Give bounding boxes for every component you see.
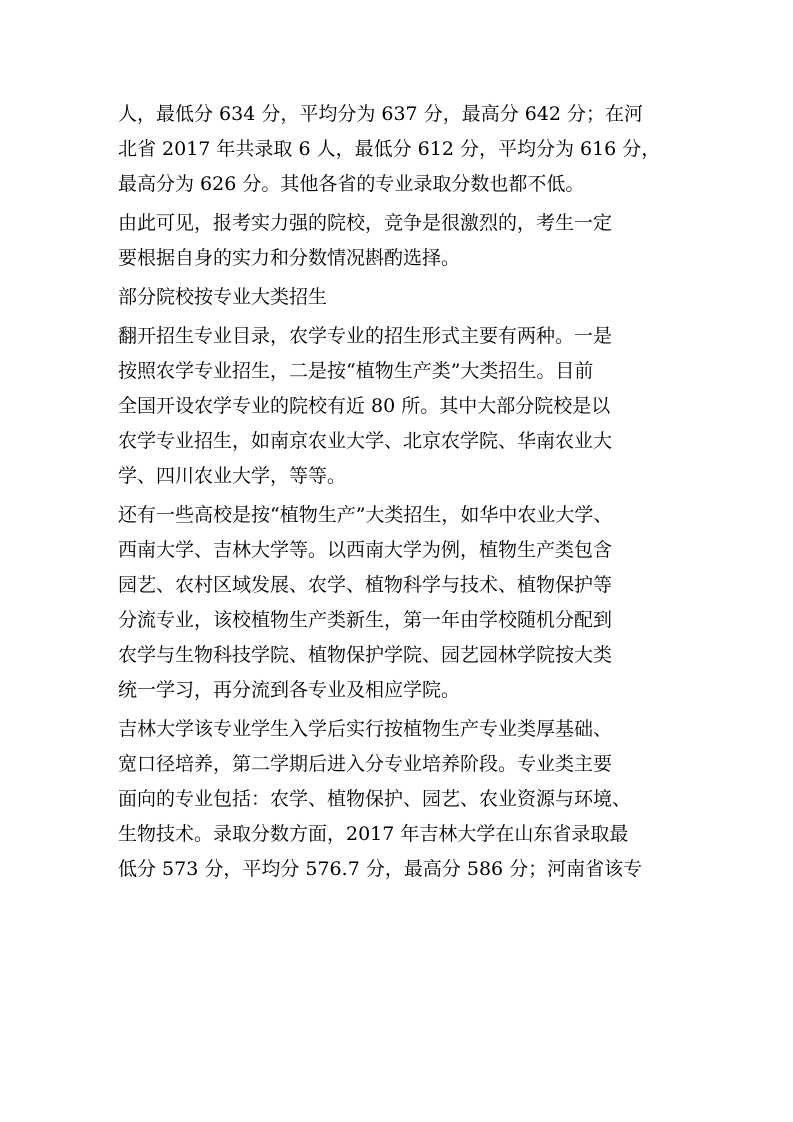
paragraph	[118, 498, 678, 708]
text-line: 农学专业招生，如南京农业大学、北京农学院、华南农业大	[118, 430, 613, 452]
text-line: 全国开设农学专业的院校有近 80 所。其中大部分院校是以	[118, 395, 611, 417]
text-line: 西南大学、吉林大学等。以西南大学为例，植物生产类包含	[118, 539, 613, 561]
text-line: 农学与生物科技学院、植物保护学院、园艺园林学院按大类	[118, 644, 613, 666]
text-line: 分流专业，该校植物生产类新生，第一年由学校随机分配到	[118, 609, 613, 631]
text-line: 按照农学专业招生，二是按“植物生产类”大类招生。目前	[118, 360, 594, 382]
paragraph	[118, 97, 678, 202]
text-line: 翻开招生专业目录，农学专业的招生形式主要有两种。一是	[118, 325, 613, 347]
paragraph	[118, 206, 678, 276]
text-line: 人，最低分 634 分，平均分为 637 分，最高分 642 分；在河	[118, 103, 644, 125]
document-body	[118, 97, 678, 887]
heading-text: 部分院校按专业大类招生	[118, 286, 328, 308]
text-line: 低分 573 分，平均分 576.7 分，最高分 586 分；河南省该专	[118, 858, 643, 880]
text-line: 吉林大学该专业学生入学后实行按植物生产专业类厚基础、	[118, 718, 613, 740]
paragraph	[118, 712, 678, 887]
text-line: 最高分为 626 分。其他各省的专业录取分数也都不低。	[118, 173, 585, 195]
text-line: 学、四川农业大学，等等。	[118, 465, 347, 487]
text-line: 由此可见，报考实力强的院校，竞争是很激烈的，考生一定	[118, 212, 613, 234]
text-line: 统一学习，再分流到各专业及相应学院。	[118, 679, 461, 701]
section-heading	[118, 280, 678, 315]
text-line: 还有一些高校是按“植物生产”大类招生，如华中农业大学、	[118, 504, 613, 526]
text-line: 面向的专业包括：农学、植物保护、园艺、农业资源与环境、	[118, 788, 632, 810]
text-line: 要根据自身的实力和分数情况斟酌选择。	[118, 247, 461, 269]
text-line: 宽口径培养，第二学期后进入分专业培养阶段。专业类主要	[118, 753, 613, 775]
text-line: 北省 2017 年共录取 6 人，最低分 612 分，平均分为 616 分，	[118, 138, 661, 160]
text-line: 生物技术。录取分数方面，2017 年吉林大学在山东省录取最	[118, 823, 629, 845]
paragraph	[118, 319, 678, 494]
text-line: 园艺、农村区域发展、农学、植物科学与技术、植物保护等	[118, 574, 613, 596]
